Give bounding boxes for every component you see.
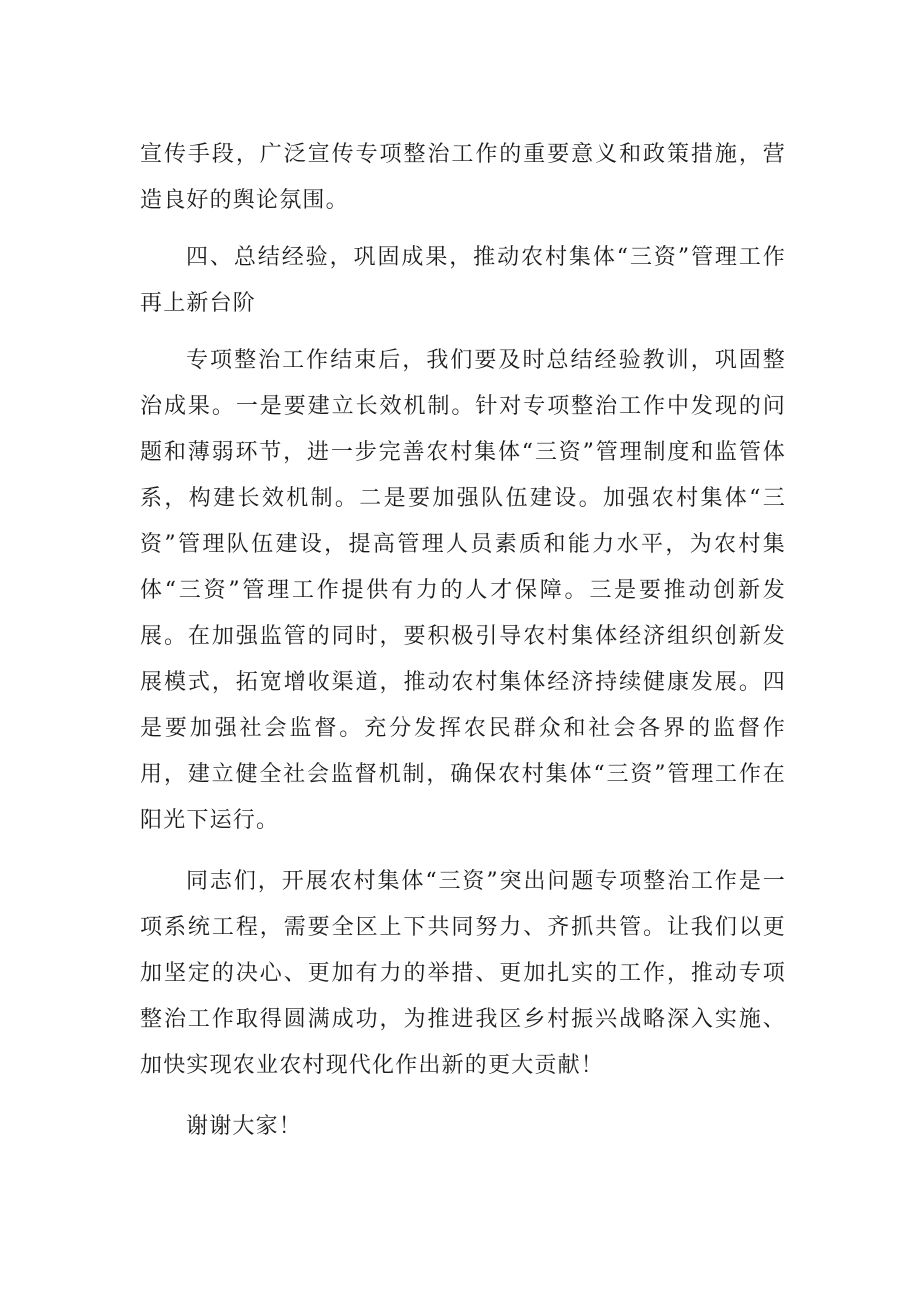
document-body (140, 132, 786, 1150)
section-heading: 四、总结经验，巩固成果，推动农村集体“三资”管理工作再上新台阶 (140, 245, 786, 316)
paragraph-thanks: 谢谢大家！ (186, 1114, 303, 1139)
paragraph-body: 专项整治工作结束后，我们要及时总结经验教训，巩固整治成果。一是要建立长效机制。针对专项整治工作中发现的问题和薄弱环节，进一步完善农村集体“三资”管理制度和监管体系，构建长效机制。二是要加强队伍建设。加强农村集体“三资”管理队伍建设，提高管理人员素质和能力水平，为农村集体“三资”管理工作提供有力的人才保障。三是要推动创新发展。在加强监管的同时，要积极引导农村集体经济组织创新发展模式，拓宽增收渠道，推动农村集体经济持续健康发展。四是要加强社会监督。充分发挥农民群众和社会各界的监督作用，建立健全社会监督机制，确保农村集体“三资”管理工作在阳光下运行。 (140, 348, 786, 833)
paragraph-closing: 同志们，开展农村集体“三资”突出问题专项整治工作是一项系统工程，需要全区上下共同努力、齐抓共管。让我们以更加坚定的决心、更加有力的举措、更加扎实的工作，推动专项整治工作取得圆满成功，为推进我区乡村振兴战略深入实施、加快实现农业农村现代化作出新的更大贡献！ (140, 869, 786, 1078)
paragraph-continuation: 宣传手段，广泛宣传专项整治工作的重要意义和政策措施，营造良好的舆论氛围。 (140, 142, 786, 213)
